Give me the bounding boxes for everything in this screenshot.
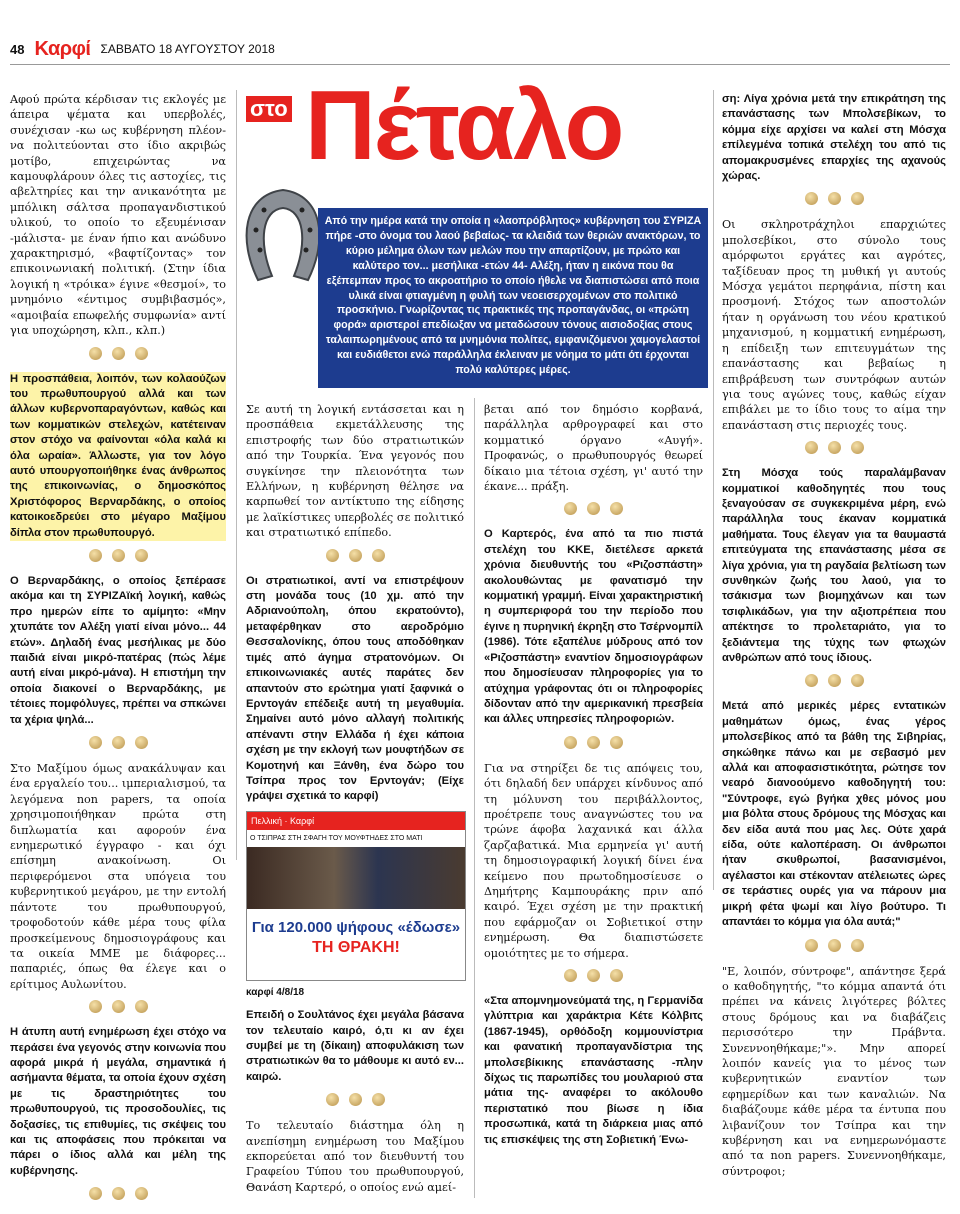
separator bbox=[10, 1000, 226, 1013]
clip-subheading: Ο ΤΣΙΠΡΑΣ ΣΤΗ ΣΦΑΓΗ ΤΟΥ ΜΟΥΦΤΗΔΕΣ ΣΤΟ ΜΑΤΙ bbox=[250, 834, 423, 842]
separator bbox=[484, 736, 703, 749]
paragraph: "Ε, λοιπόν, σύντροφε", απάντησε ξερά ο καθοδηγητής, "το κόμμα απαντά ότι πρέπει να κάνεις λιγότερες βόλτες στους δρόμους και να διαβάζεις περισσότερο την Πράβντα. Συνεννοηθήκαμε;"». Μην απορεί λοιπόν κανείς για το μένος των κυβερνητικών εναντίον των εφημερίδων και των καναλιών. Να διαβάζουμε κάθε μέρα τα έντυπα που λιβανίζουν τον Τσίπρα και την κυβέρνηση και να ενημερωνόμαστε από τα non papers. Συνεννοηθήκαμε, σύντροφοι; bbox=[722, 964, 946, 1178]
separator bbox=[722, 939, 946, 952]
clip-photo bbox=[247, 847, 465, 909]
separator bbox=[10, 347, 226, 360]
column-divider bbox=[236, 90, 237, 860]
paragraph: Οι στρατιωτικοί, αντί να επιστρέψουν στη μονάδα τους (10 χμ. από την Αδριανούπολη, όπου εκρατούντο), μεταφέρθηκαν στο αεροδρόμιο Θεσσαλονίκης, όπου τους αποδόθηκαν τιμές από άγημα στρατονόμων. Οι επικοινωνιακές αυτές παράτες δεν απαντούν στο ερώτημα γιατί ξαφνικά ο Ερντογάν επέδειξε αυτή τη μεγαθυμία. Σημαίνει αυτό μόνο αλλαγή πολιτικής απέναντι στην Ελλάδα ή έχει κάποια σχέση με την εκλογή των μουφτήδων σε Κομοτηνή και Ξάνθη, ένα δώρο του Τσίπρα προς τον Ερντογάν; (Είχε γράψει σχετικά το καρφί) bbox=[246, 574, 464, 803]
column-2 bbox=[246, 402, 464, 1201]
paragraph: Η προσπάθεια, λοιπόν, των κολαούζων του πρωθυπουργού αλλά και των άλλων κυβερνοπαραγόντων, καθώς και των κομματικών στελεχών, κατέτειναν στον στόχο να φαίνονται «όλα καλά κι όλα ωραία». Άλλωστε, για τον λόγο αυτό υπουργοποιήθηκε ένας άνθρωπος της επικοινωνίας, ο δημοσκόπος Χριστόφορος Βερναρδάκης, ο οποίος κατοικοεδρεύει στο μέγαρο Μαξίμου δίπλα στον πρωθυπουργό. bbox=[10, 372, 226, 541]
paragraph: Σε αυτή τη λογική εντάσσεται και η προσπάθεια εκμετάλλευσης της επιστροφής των δύο στρατιωτικών από την Τουρκία. Ένα γεγονός που συγκίνησε την πλειονότητα των Ελλήνων, η κυβέρνηση θέλησε να καρπωθεί τον αντίκτυπο της είδησης με λαϊκίστικες υπερβολές σε πολιτικό και στρατιωτικό επίπεδο. bbox=[246, 403, 464, 540]
separator bbox=[722, 674, 946, 687]
page-number: 48 bbox=[10, 41, 25, 57]
brand-logo: Καρφί bbox=[34, 37, 91, 60]
paragraph: Ο Καρτερός, ένα από τα πιο πιστά στελέχη του ΚΚΕ, διετέλεσε αρκετά χρόνια διευθυντής του «Ριζοσπάστη» ακολουθώντας με φανατισμό την κομματική γραμμή. Είναι χαρακτηριστική η συμπεριφορά του την περίοδο που έγινε η πυρηνική έκρηξη στο Τσέρνομπίλ (1986). Τότε εξαπέλυε μύδρους από τον «Ριζοσπάστη» εναντίον δημοσιογράφων που δημοσίευσαν πληροφορίες για το ατύχημα γράφοντας ότι οι πληροφορίες δίδονταν από την αμερικανική πρεσβεία και άλλες υπηρεσίες πληροφοριών. bbox=[484, 528, 703, 726]
separator bbox=[246, 1093, 464, 1106]
column-divider bbox=[474, 398, 475, 1198]
column-3 bbox=[484, 402, 703, 1154]
header-rule bbox=[10, 64, 950, 65]
paragraph: Αφού πρώτα κέρδισαν τις εκλογές με άπειρα ψέματα και υπερβολές, συνέχισαν -κω ως κυβέρνηση πλέον- να πολιτεύονται στο ίδιο ακριβώς μοτίβο, επιχειρώντας να καμουφλάρουν όλες τις αστοχίες, τις αβελτηρίες και την ανικανότητα με μπόλικη σάλτσα προπαγανδιστικού υλικού, το οποίο το εξευμένισαν -μάλιστα- με έναν ήπιο και ανώδυνο χαρακτηρισμό, «βαφτίζοντας» τον επικοινωνιακή πολιτική. (Στην ίδια λογική η «τρόικα» έγινε «θεσμοί», το μνημόνιο «έντιμος συμβιβασμός», «αμοιβαία επωφελής συμφωνία» αντί για υποχώρηση, κλπ., κλπ.) bbox=[10, 93, 226, 338]
clip-headline: Για 120.000 ψήφους «έδωσε» bbox=[251, 919, 461, 937]
separator bbox=[484, 969, 703, 982]
clip-red-headline: ΤΗ ΘΡΑΚΗ! bbox=[312, 939, 400, 957]
separator bbox=[484, 502, 703, 515]
paragraph: Στη Μόσχα τούς παραλάμβαναν κομματικοί καθοδηγητές που τους ξεναγούσαν σε συγκεκριμένα μέρη, ενώ παράλληλα τους έκαναν κομματικά μαθήματα. Τους έλεγαν για τα θαυμαστά επιτεύγματα της επανάστασης μέσα σε λίγα χρόνια, για τη ραγδαία βελτίωση των συνθηκών ζωής του λαού, για το τσάκισμα των βιομηχάνων και των τσιφλικάδων, για την αξιοπρέπεια που απέκτησε το προλεταριάτο, για το ξεδιάντεμα της τύχης των φτωχών ανθρώπων από τους ίδιους. bbox=[722, 467, 946, 664]
intro-box: Από την ημέρα κατά την οποία η «λαοπρόβλητος» κυβέρνηση του ΣΥΡΙΖΑ πήρε -στο όνομα του λαού βεβαίως- τα κλειδιά των θεριών ανακτόρων, το κύριο μέλημα όλων των μελών που την απαρτίζουν, με πρώτο και καλύτερο τον... μεσήλικα -ετών 44- Αλέξη, ήταν η εικόνα που θα εξέπεμπαν προς το ακροατήριο το οποίο ήθελε να διαπιστώσει από ποια υλικά είναι φτιαγμένη η φυλή των νεοεισερχομένων στο πολιτικό προσκήνιο. Γνωρίζοντας τις πρακτικές της προπαγάνδας, οι «πρώτη φορά» αριστεροί επεδίωξαν να μεταδώσουν τόνους αισιοδοξίας στους ταλαιπωρημένους από τα μνημόνια πολίτες, εμφανιζόμενοι χαμογελαστοί και ευδιάθετοι ενώ παράλληλα έκλειναν με νόημα το μάτι ότι έρχονται πολύ καλύτερες μέρες. bbox=[318, 208, 708, 388]
paragraph: Ο Βερναρδάκης, ο οποίος ξεπέρασε ακόμα και τη ΣΥΡΙΖΑϊκή λογική, καθώς προ ημερών είπε το αμίμητο: «Μην χτυπάτε τον Αλέξη γιατί είναι μόνο... 44 ετών». Δηλαδή ένας μεσήλικας με δύο παιδιά είναι μικρό-πατέρας (πώς λέμε αυτή είναι μικρό-μάνα). Η επιστήμη την οποία διακονεί ο Βερναρδάκης, με τέτοιες πομφόλυγες, πρέπει να σπκώνει τα χέρια ψηλά... bbox=[10, 574, 226, 726]
horseshoe-icon bbox=[238, 180, 328, 290]
clip-paper-name: Πελλική · Καρφί bbox=[247, 812, 465, 830]
separator bbox=[10, 736, 226, 749]
clip-caption: καρφί 4/8/18 bbox=[246, 986, 305, 998]
paragraph: Το τελευταίο διάστημα όλη η ανεπίσημη ενημέρωση του Μαξίμου εκπορεύεται από τον διευθυντή του Γραφείου Τύπου του πρωθυπουργού, Θανάση Καρτερό, ο οποίος ενώ αμεί- bbox=[246, 1119, 464, 1194]
paragraph: Για να στηρίξει δε τις απόψεις του, ότι δηλαδή δεν υπάρχει κίνδυνος από τη μόλυνση του περιβάλλοντος, προέτρεπε τους αναγνώστες του να τρώνε άφοβα λαχανικά και άλλα ζαρζαβατικά. Μια ερμηνεία γι' αυτή τη δημοσιογραφική λογική δίνει ένα κείμενο που πρωτοδημοσίευσε ο Δημήτρης Καμπουράκης πριν από καιρό. Έχει σχέση με την πρακτική που εφάρμοζαν οι Σοβιετικοί στην ενημέρωση. Θα διαπιστώσετε ομοιότητες με το σήμερα. bbox=[484, 761, 703, 960]
paragraph: «Στα απομνημονεύματά της, η Γερμανίδα γλύπτρια και χαράκτρια Κέτε Κόλβιτς (1867-1945), ορθόδοξη κομμουνίστρια και φανατική προπαγανδίστρια της μπολσεβίκικης επανάστασης -πλην δίχως τις παρωπίδες του μουλαριού στα μάτια της- αναφέρει το ακόλουθο περιστατικό που βίωσε η ίδια προσωπικά, κατά τη διάρκεια μιας από τις επισκέψεις της στη Σοβιετική Ένω- bbox=[484, 995, 703, 1146]
paragraph: Η άτυπη αυτή ενημέρωση έχει στόχο να περάσει ένα γεγονός στην κοινωνία που αφορά μικρά ή μεγάλα, σημαντικά ή ασήμαντα θέματα, τα οποία έχουν σχέση με τις δραστηριότητες του πρωθυπουργού, τις προσοδουλίες, τις δοξασίες, τις επιθυμίες, τις σκέψεις του και τις αποφάσεις που πρόκειται να πάρει ο ίδιος αλλά και μέλη της κυβέρνησης. bbox=[10, 1026, 226, 1177]
column-1 bbox=[10, 92, 226, 1212]
page-header bbox=[10, 38, 275, 60]
column-title: Πέταλο bbox=[305, 70, 623, 180]
paragraph: ση: Λίγα χρόνια μετά την επικράτηση της επανάστασης των Μπολσεβίκων, το κόμμα είχε αρχίσει να καλεί στη Μόσχα επίλεγμένα τοπικά στελέχη του από τις απομακρυσμένες επαρχίες της αχανούς χώρας. bbox=[722, 93, 946, 183]
paragraph: Στο Μαξίμου όμως ανακάλυψαν και ένα εργαλείο του... ιμπεριαλισμού, τα λεγόμενα non papers, τα οποία χρησιμοποιήθηκαν πρώτα στη διπλωματία και αφορούν ένα ενημερωτικό έγγραφο - και όχι επίσημη ανακοίνωση. Οι περιφερόμενοι στα υπόγεια του κυβερνητικού μεγάρου, με την εντολή πάντοτε του πρωθυπουργού, τροφοδοτούν κάθε μέρα τους φίλα προσκείμενους δημοσιογράφους και τα οικεία ΜΜΕ με διάφορες... παπαριές, όπως θα έλεγε και ο ερίτιμος Αυλωνίτου. bbox=[10, 762, 226, 991]
separator bbox=[722, 192, 946, 205]
paragraph: βεται από τον δημόσιο κορβανά, παράλληλα αρθρογραφεί και στο κομματικό όργανο «Αυγή». Προφανώς, ο πρωθυπουργός θεωρεί δίκαιο μια τέτοια σχέση, γι' αυτό την έκανε... πράξη. bbox=[484, 403, 703, 494]
paragraph: Οι σκληροτράχηλοι επαρχιώτες μπολσεβίκοι, στο σύνολο τους αμόρφωτοι εργάτες και αγρότες, ταξίδευαν προς τη μυθική γι αυτούς Μόσχα γεμάτοι περηφάνια, πίστη και προσμονή. Στόχος των αποστολών ήταν η οργάνωση του νέου κρατικού μηχανισμού, η κομματική ενημέρωση, η επίδειξη των επιτευγμάτων της επανάστασης και βεβαίως η επιβράβευση των συντρόφων αυτών για τους αγώνες τους, καθώς είχαν επιβάλει με το ίδιο τους το αίμα την επανάσταση στις περιοχές τους. bbox=[722, 218, 946, 432]
paragraph: Μετά από μερικές μέρες εντατικών μαθημάτων όμως, ένας γέρος μπολσεβίκος από τα βάθη της Σιβηρίας, σηκώθηκε πάνω και με σεβασμό μεν αλλά και αποφασιστικότητα, ρώτησε τον νεαρό διανοούμενο καθοδηγητή του: "Σύντροφε, εγώ βγήκα χθες μόνος μου μια βόλτα στους δρόμους της Μόσχας και δεν είδα αυτά που μας λες. Ούτε χαρά είδα, ούτε καλοπέραση. Οι άνθρωποι ήταν σκυθρωποί, βασανισμένοι, αγέλαστοι και στέκονταν ατέλειωτες ώρες σε τεράστιες ουρές για να πάρουν μια μικρή φέτα ψωμί και λίγο βούτυρο. Τι απαντάει το κόμμα για όλα αυτά;" bbox=[722, 700, 946, 929]
column-4 bbox=[722, 92, 946, 1185]
column-divider bbox=[713, 90, 714, 890]
paragraph: Επειδή ο Σουλτάνος έχει μεγάλα βάσανα τον τελευταίο καιρό, ό,τι κι αν έχει συμβεί με τη (δίκαιη) αποφυλάκιση των στρατιωτικών θα το μάθουμε κι αυτό εν... καιρώ. bbox=[246, 1009, 464, 1083]
separator bbox=[722, 441, 946, 454]
issue-date: ΣΑΒΒΑΤΟ 18 ΑΥΓΟΥΣΤΟΥ 2018 bbox=[100, 42, 275, 56]
separator bbox=[246, 549, 464, 562]
column-title-prefix: στο bbox=[246, 96, 292, 122]
newspaper-clipping bbox=[246, 811, 466, 981]
separator bbox=[10, 1187, 226, 1200]
separator bbox=[10, 549, 226, 562]
